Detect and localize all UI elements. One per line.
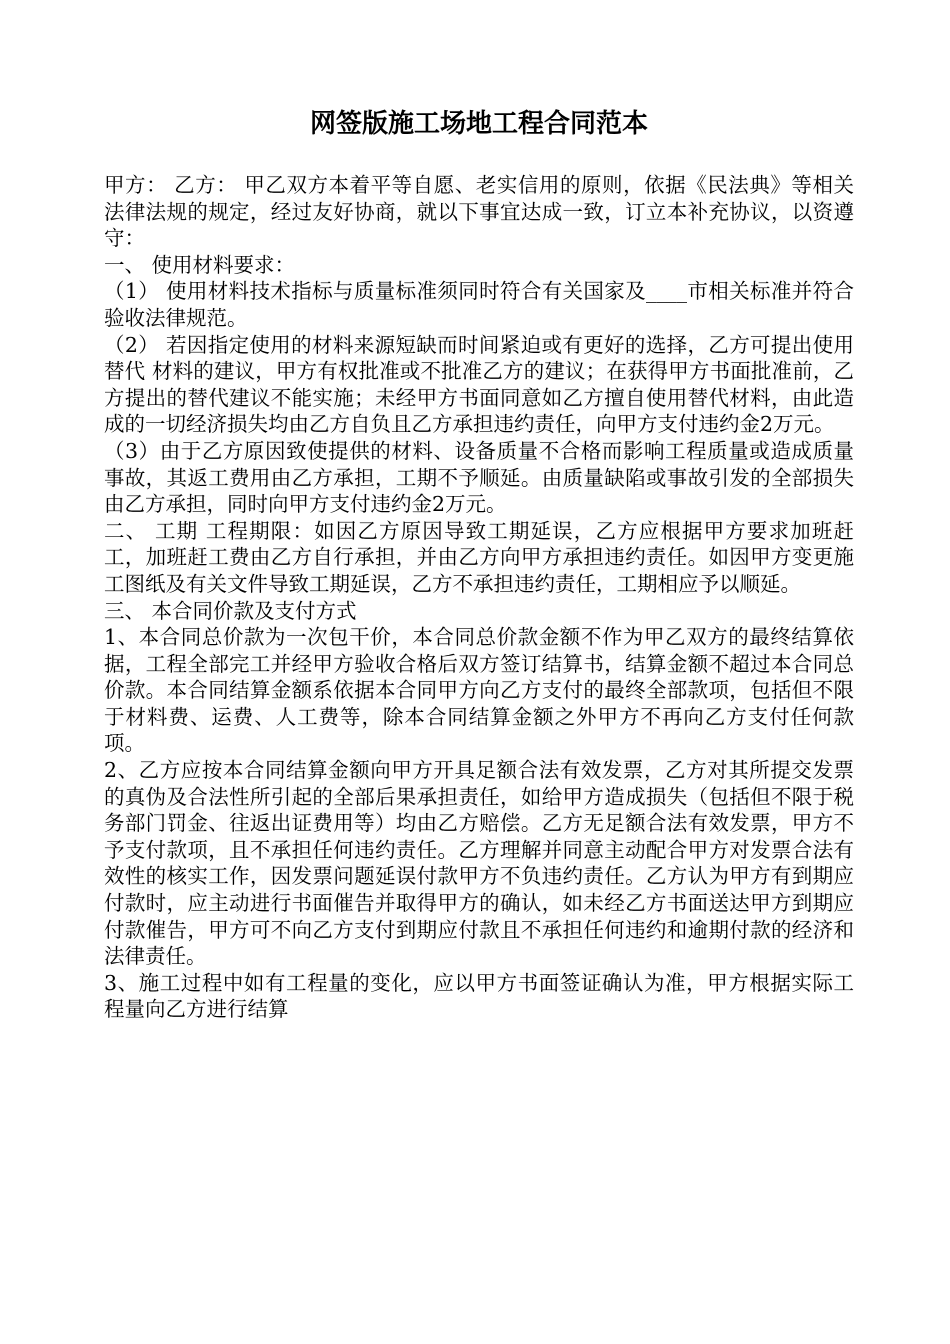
document-body [104,172,854,1023]
paragraph-material-2: （2） 若因指定使用的材料来源短缺而时间紧迫或有更好的选择，乙方可提出使用替代 材料的建议，甲方有权批准或不批准乙方的建议；在获得甲方书面批准前，乙方提出的替代建议不能实施；未经甲方书面同意如乙方擅自使用替代材料，由此造成的一切经济损失均由乙方自负且乙方承担违约责任，向甲方支付违约金2万元。 [104,332,854,437]
paragraph-parties: 甲方： 乙方： 甲乙双方本着平等自愿、老实信用的原则，依据《民法典》等相关法律法规的规定，经过友好协商，就以下事宜达成一致，订立本补充协议，以资遵守： [104,173,854,251]
paragraph-schedule: 二、 工期 工程期限：如因乙方原因导致工期延误，乙方应根据甲方要求加班赶工，加班赶工费由乙方自行承担，并由乙方向甲方承担违约责任。如因甲方变更施工图纸及有关文件导致工期延误，乙方不承担违约责任，工期相应予以顺延。 [104,518,854,596]
document-title: 网签版施工场地工程合同范本 [309,109,648,139]
document-page [104,104,854,1023]
paragraph-payment-1: 1、本合同总价款为一次包干价，本合同总价款金额不作为甲乙双方的最终结算依据，工程全部完工并经甲方验收合格后双方签订结算书，结算金额不超过本合同总价款。本合同结算金额系依据本合同甲方向乙方支付的最终全部款项，包括但不限于材料费、运费、人工费等，除本合同结算金额之外甲方不再向乙方支付任何款项。 [104,625,854,756]
heading-materials: 一、 使用材料要求： [104,252,296,277]
paragraph-payment-3: 3、施工过程中如有工程量的变化，应以甲方书面签证确认为准，甲方根据实际工程量向乙方进行结算 [104,970,854,1022]
paragraph-payment-2: 2、乙方应按本合同结算金额向甲方开具足额合法有效发票，乙方对其所提交发票的真伪及合法性所引起的全部后果承担责任，如给甲方造成损失（包括但不限于税务部门罚金、往返出证费用等）均由乙方赔偿。乙方无足额合法有效发票，甲方不予支付款项，且不承担任何违约责任。乙方理解并同意主动配合甲方对发票合法有效性的核实工作，因发票问题延误付款甲方不负违约责任。乙方认为甲方有到期应付款时，应主动进行书面催告并取得甲方的确认，如未经乙方书面送达甲方到期应付款催告，甲方可不向乙方支付到期应付款且不承担任何违约和逾期付款的经济和法律责任。 [104,758,854,969]
paragraph-material-1: （1） 使用材料技术指标与质量标准须同时符合有关国家及____市相关标准并符合验收法律规范。 [104,279,854,330]
paragraph-material-3: （3）由于乙方原因致使提供的材料、设备质量不合格而影响工程质量或造成质量事故，其返工费用由乙方承担，工期不予顺延。由质量缺陷或事故引发的全部损失由乙方承担，同时向甲方支付违约金2万元。 [104,438,854,517]
heading-price-payment: 三、 本合同价款及支付方式 [104,598,357,623]
